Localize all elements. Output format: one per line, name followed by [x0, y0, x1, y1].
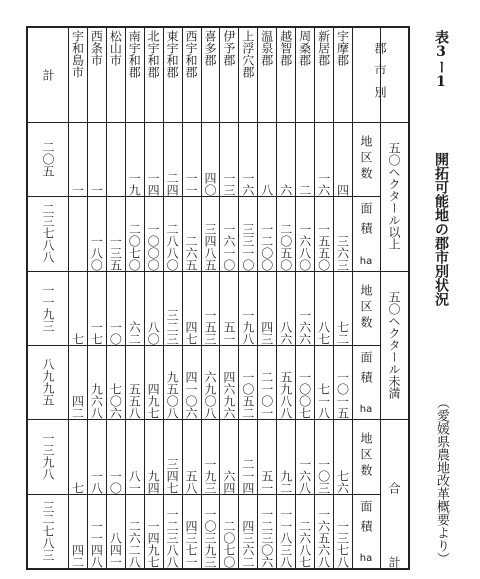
table-cell-text: 一 [70, 184, 85, 197]
table-cell-text: 七〇六 [108, 383, 123, 420]
header-total-text: 計 [41, 69, 55, 81]
table-cell [219, 494, 238, 570]
total-cell [28, 419, 68, 493]
table-cell [219, 196, 238, 276]
table-cell [219, 345, 238, 425]
table-cell-text: 三二三 [165, 308, 180, 345]
table-cell [163, 122, 182, 202]
table-cell [257, 345, 276, 425]
header-宇和島市 [68, 30, 87, 120]
table-cell [257, 419, 276, 499]
table-cell [106, 345, 125, 425]
table-cell [276, 419, 295, 499]
table-cell [106, 122, 125, 202]
header-南宇和郡-text: 南宇和郡 [127, 30, 142, 78]
table-cell [182, 271, 201, 351]
total-cell-text: 八九九五 [41, 358, 55, 407]
header-北宇和郡-text: 北宇和郡 [146, 30, 161, 78]
header-南宇和郡 [125, 30, 144, 120]
table-cell [125, 271, 144, 351]
group-label-2-text: 合 [387, 481, 401, 494]
total-cell-text: 三二七八三 [41, 500, 55, 561]
table-cell-text: 二一四 [240, 457, 255, 494]
header-喜多郡 [201, 30, 220, 120]
header-温泉郡 [257, 30, 276, 120]
row-label-4-text: 地区数 [359, 432, 373, 481]
table-cell-text: 一一四八 [89, 519, 104, 568]
table-source: （愛媛県農地改革概要より） [434, 396, 449, 565]
table-cell [333, 122, 352, 202]
table-cell-text: 四二 [70, 395, 85, 420]
table-cell [87, 494, 106, 570]
header-周桑郡 [295, 30, 314, 120]
header-東宇和郡 [163, 30, 182, 120]
table-cell [201, 494, 220, 570]
header-喜多郡-text: 喜多郡 [202, 30, 217, 66]
table-cell-text: 四〇 [202, 172, 217, 197]
table-cell-text: 二〇七〇 [127, 222, 142, 271]
row-label-4 [352, 419, 380, 493]
table-cell [125, 419, 144, 499]
row-label-1 [352, 196, 380, 270]
table-cell [125, 122, 144, 202]
table-cell [87, 196, 106, 276]
table-caption: 開拓可能地の郡市別状況 [433, 152, 449, 306]
table-cell [106, 196, 125, 276]
table-cell [295, 196, 314, 276]
table-cell-text: 五九八八 [278, 371, 293, 420]
table-cell [163, 345, 182, 425]
table-cell-text: 一三七八 [335, 519, 350, 568]
table-cell [238, 271, 257, 351]
table-cell-text: 一二三八八 [165, 507, 180, 568]
table-cell-text: 一四九七 [146, 519, 161, 568]
table-cell [125, 196, 144, 276]
table-cell [87, 271, 106, 351]
table-cell [163, 419, 182, 499]
table-cell-text: 四三六二 [240, 519, 255, 568]
total-cell [28, 122, 68, 196]
table-cell [182, 494, 201, 570]
table-cell-text: 八七 [316, 320, 331, 345]
table-cell [257, 122, 276, 202]
table-cell [314, 271, 333, 351]
table-cell [201, 345, 220, 425]
table-cell [238, 196, 257, 276]
row-label-3-text: 面積 [359, 351, 373, 391]
table-cell-text: 六二 [127, 320, 142, 345]
table-cell-text: 二六五 [184, 234, 199, 271]
header-新居郡-text: 新居郡 [316, 30, 331, 66]
table-cell-text: 一六八 [297, 457, 312, 494]
table-cell-text: 一九 [127, 172, 142, 197]
group-label-1 [380, 271, 408, 420]
table-cell-text: 三四七 [165, 457, 180, 494]
header-西宇和郡 [182, 30, 201, 120]
unit-ha: ha [359, 552, 373, 564]
table-cell [68, 122, 87, 202]
table-cell-text: 一三 [221, 172, 236, 197]
row-label-1-text: 面積 [359, 202, 373, 243]
table-cell-text: 一八 [89, 469, 104, 494]
table-cell [276, 196, 295, 276]
table-cell-text: 二一〇一 [259, 371, 274, 420]
table-cell-text: 二〇七〇 [221, 519, 236, 568]
table-cell [276, 345, 295, 425]
table-cell [238, 345, 257, 425]
row-label-0-text: 地区数 [359, 135, 373, 184]
header-上浮穴郡 [238, 30, 257, 120]
table-cell [276, 122, 295, 202]
table-cell [125, 494, 144, 570]
row-label-5-text: 面積 [359, 499, 373, 540]
header-越智郡 [276, 30, 295, 120]
table-cell-text: 八四一 [108, 531, 123, 568]
table-cell-text: 九六八 [89, 383, 104, 420]
table-cell [68, 271, 87, 351]
table-cell-text: 一四 [146, 172, 161, 197]
table-cell [182, 419, 201, 499]
total-cell [28, 345, 68, 419]
table-cell [314, 345, 333, 425]
table-cell-text: 四九七 [146, 383, 161, 420]
table-cell [219, 122, 238, 202]
table-cell [257, 271, 276, 351]
table-cell-text: 八一 [127, 469, 142, 494]
table-cell-text: 四七 [184, 320, 199, 345]
table-cell-text: 一三五 [108, 234, 123, 271]
table-cell-text: 九二 [278, 469, 293, 494]
table-cell-text: 一五五〇 [316, 222, 331, 271]
header-周桑郡-text: 周桑郡 [297, 30, 312, 66]
table-cell-text: 八 [259, 184, 274, 197]
table-number: 表3ー1 [433, 30, 449, 90]
group-label-1-text: 五〇ヘクタール未満 [387, 290, 401, 399]
table-cell [201, 419, 220, 499]
table-cell-text: 一二三〇六 [259, 507, 274, 568]
header-total [28, 28, 68, 122]
total-cell [28, 271, 68, 345]
table-cell-text: 三六三 [335, 234, 350, 271]
table-cell [125, 345, 144, 425]
row-label-5 [352, 494, 380, 568]
table-cell [219, 419, 238, 499]
table-cell [238, 494, 257, 570]
total-cell-text: 二三七八八 [41, 203, 55, 264]
table-cell [314, 494, 333, 570]
table-cell [144, 196, 163, 276]
data-table [26, 26, 410, 570]
table-cell [182, 345, 201, 425]
table-cell-text: 六九〇八 [202, 371, 217, 420]
table-cell [87, 419, 106, 499]
header-西条市 [87, 30, 106, 120]
table-cell [144, 494, 163, 570]
table-cell [182, 122, 201, 202]
table-cell [238, 122, 257, 202]
table-cell-text: 一〇三九三 [202, 507, 217, 568]
table-cell-text: 四三 [259, 320, 274, 345]
table-cell-text: 二六八七 [297, 519, 312, 568]
table-cell-text: 七 [70, 332, 85, 345]
table-cell-text: 一〇三 [316, 457, 331, 494]
header-伊予郡-text: 伊予郡 [221, 30, 236, 66]
table-cell [106, 271, 125, 351]
table-cell [106, 494, 125, 570]
header-北宇和郡 [144, 30, 163, 120]
table-cell [276, 271, 295, 351]
table-cell-text: 六四 [221, 469, 236, 494]
table-cell-text: 一〇〇七 [297, 371, 312, 420]
table-cell [201, 122, 220, 202]
table-cell [201, 271, 220, 351]
header-西条市-text: 西条市 [89, 30, 104, 66]
table-cell-text: 八〇 [146, 320, 161, 345]
total-cell-text: 二〇五 [41, 141, 55, 178]
table-cell [144, 345, 163, 425]
table-cell [201, 196, 220, 276]
table-cell-text: 二〇五〇 [278, 222, 293, 271]
table-cell [144, 271, 163, 351]
row-label-2 [352, 271, 380, 345]
group-label-3-text: 計 [387, 555, 401, 568]
group-label-2 [380, 419, 408, 493]
table-cell-text: 九五〇八 [165, 371, 180, 420]
header-松山市 [106, 30, 125, 120]
table-cell-text: 一六 [316, 172, 331, 197]
header-宇摩郡 [333, 30, 352, 120]
table-cell [163, 196, 182, 276]
unit-ha: ha [359, 404, 373, 416]
table-cell [333, 419, 352, 499]
table-cell [257, 196, 276, 276]
table-cell-text: 一一 [184, 172, 199, 197]
table-cell [333, 345, 352, 425]
table-cell [219, 271, 238, 351]
row-label-3 [352, 345, 380, 419]
row-label-0 [352, 122, 380, 196]
table-cell-text: 三三一〇 [240, 222, 255, 271]
group-label-0 [380, 122, 408, 271]
table-cell-text: 一〇〇〇 [146, 222, 161, 271]
table-cell-text: 七六 [335, 469, 350, 494]
table-cell [276, 494, 295, 570]
table-cell [68, 196, 87, 276]
header-gun-shi [352, 28, 408, 122]
total-cell [28, 494, 68, 568]
table-cell [238, 419, 257, 499]
table-cell [295, 345, 314, 425]
total-cell-text: 一一九三 [41, 283, 55, 332]
table-cell [295, 122, 314, 202]
table-cell-text: 一 [89, 184, 104, 197]
table-cell-text: 一〇 [108, 469, 123, 494]
table-cell-text: 一六一〇 [221, 222, 236, 271]
table-cell-text: 五八 [184, 469, 199, 494]
table-cell [68, 419, 87, 499]
table-cell-text: 四三七一 [184, 519, 199, 568]
table-cell [87, 122, 106, 202]
table-cell-text: 四二 [70, 543, 85, 568]
table-cell-text: 四六九六 [221, 371, 236, 420]
header-温泉郡-text: 温泉郡 [259, 30, 274, 66]
table-cell-text: 二六二八 [127, 519, 142, 568]
table-cell-text: 三四八五 [202, 222, 217, 271]
header-宇和島市-text: 宇和島市 [70, 30, 85, 78]
table-cell-text: 一五三 [202, 308, 217, 345]
table-cell [295, 494, 314, 570]
total-cell [28, 196, 68, 270]
table-cell-text: 一六八〇 [297, 222, 312, 271]
table-cell-text: 五一 [221, 320, 236, 345]
table-cell-text: 二四 [165, 172, 180, 197]
table-cell-text: 一一八三八 [278, 507, 293, 568]
table-cell [163, 494, 182, 570]
table-cell [333, 271, 352, 351]
group-label-0-text: 五〇ヘクタール以上 [387, 142, 401, 251]
table-cell-text: 一〇五二 [240, 371, 255, 420]
table-cell-text: 五一 [259, 469, 274, 494]
table-cell-text: 一〇一五 [335, 371, 350, 420]
header-新居郡 [314, 30, 333, 120]
header-宇摩郡-text: 宇摩郡 [335, 30, 350, 66]
table-cell-text: 七 [70, 481, 85, 494]
table-cell [106, 419, 125, 499]
table-cell [295, 419, 314, 499]
table-cell [163, 271, 182, 351]
table-cell [333, 196, 352, 276]
table-cell-text: 七二 [335, 320, 350, 345]
header-西宇和郡-text: 西宇和郡 [184, 30, 199, 78]
header-東宇和郡-text: 東宇和郡 [165, 30, 180, 78]
table-title [412, 24, 458, 572]
group-label-3 [380, 494, 408, 568]
table-cell [295, 271, 314, 351]
table-cell-text: 一〇 [108, 320, 123, 345]
table-cell-text: 六 [278, 184, 293, 197]
table-cell-text: 二 [297, 184, 312, 197]
table-cell-text: 一六 [240, 172, 255, 197]
table-cell [68, 494, 87, 570]
table-cell [314, 419, 333, 499]
table-cell [87, 345, 106, 425]
table-cell [144, 419, 163, 499]
table-cell-text: 四 [335, 184, 350, 197]
table-cell-text: 九四 [146, 469, 161, 494]
table-cell-text: 五五八 [127, 383, 142, 420]
table-cell [314, 122, 333, 202]
table-cell [182, 196, 201, 276]
table-cell [68, 345, 87, 425]
header-伊予郡 [219, 30, 238, 120]
header-松山市-text: 松山市 [108, 30, 123, 66]
table-cell-text: 一六五六八 [316, 507, 331, 568]
table-cell-text: 七一八 [316, 383, 331, 420]
row-label-2-text: 地区数 [359, 283, 373, 332]
table-cell-text: 一二〇〇 [259, 222, 274, 271]
table-cell-text: 一八〇 [89, 234, 104, 271]
table-cell-text: 一六六 [297, 308, 312, 345]
table-cell-text: 二八八〇 [165, 222, 180, 271]
table-cell [257, 494, 276, 570]
table-cell [144, 122, 163, 202]
table-cell-text: 一九三 [202, 457, 217, 494]
table-cell-text: 一九八 [240, 308, 255, 345]
table-cell [333, 494, 352, 570]
unit-ha: ha [359, 255, 373, 267]
total-cell-text: 一三九八 [41, 432, 55, 481]
table-cell [314, 196, 333, 276]
table-cell-text: 四一〇六 [184, 371, 199, 420]
header-gun-shi-text: 郡市別 [373, 42, 387, 108]
table-cell-text: 八六 [278, 320, 293, 345]
table-cell-text: 一七 [89, 320, 104, 345]
header-上浮穴郡-text: 上浮穴郡 [240, 30, 255, 78]
header-越智郡-text: 越智郡 [278, 30, 293, 66]
